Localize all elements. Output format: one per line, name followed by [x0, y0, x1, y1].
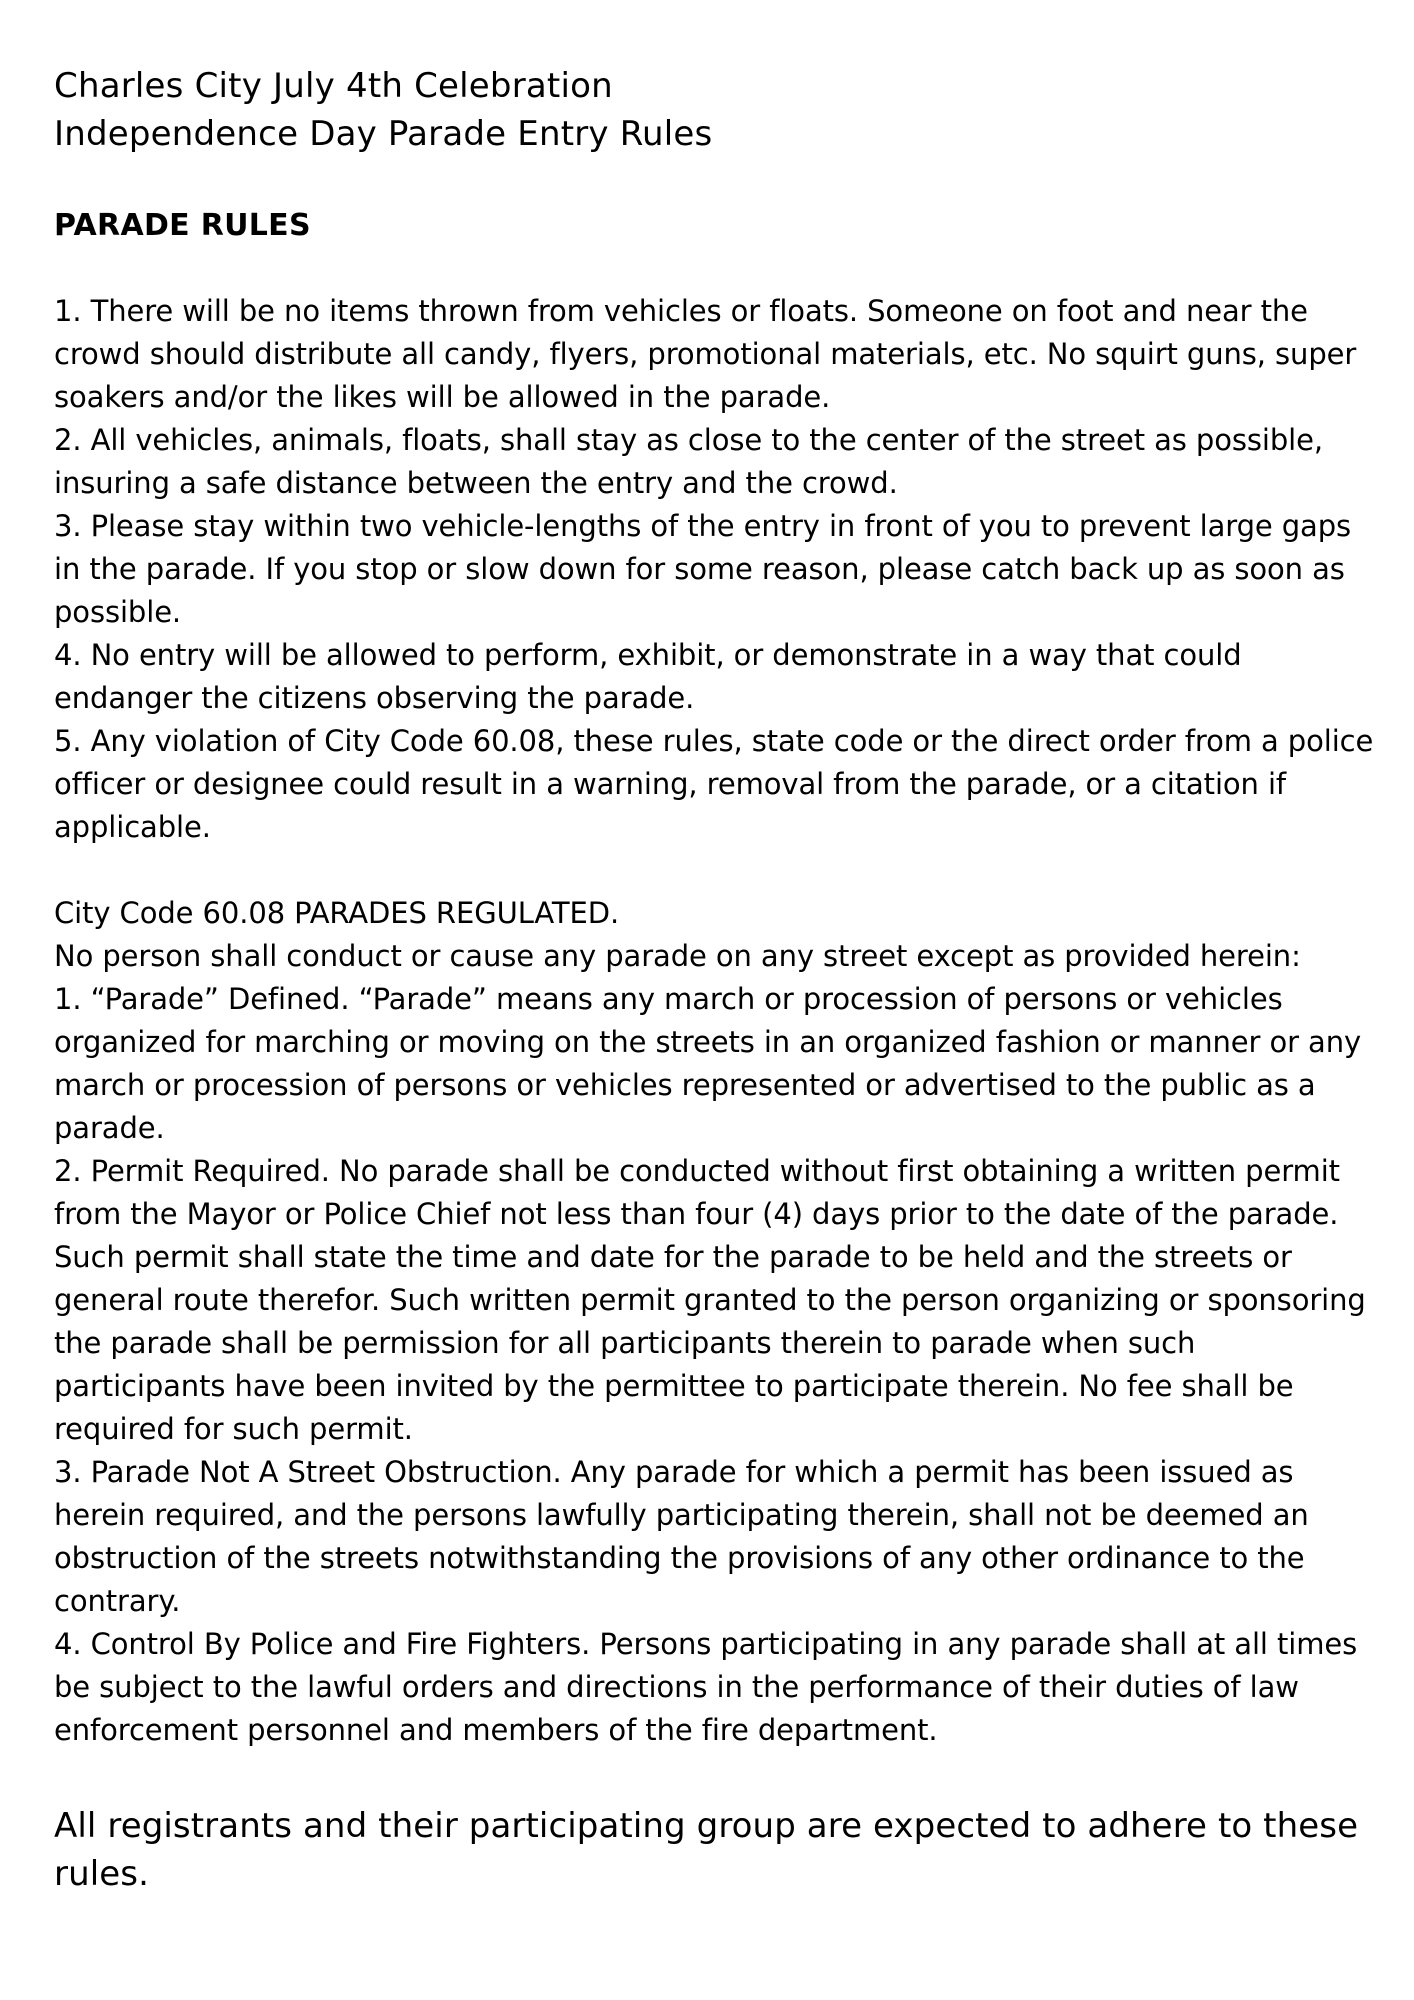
city-code-section	[54, 892, 1374, 1752]
rule-item: 4. No entry will be allowed to perform, exhibit, or demonstrate in a way that could endanger the citizens observing the parade.	[54, 638, 1242, 715]
rule-item: 3. Please stay within two vehicle-lengths of the entry in front of you to prevent large gaps in the parade. If you stop or slow down for some reason, please catch back up as soon as possible.	[54, 509, 1352, 629]
city-code-title: City Code 60.08 PARADES REGULATED.	[54, 896, 620, 930]
city-code-intro: No person shall conduct or cause any parade on any street except as provided herein:	[54, 939, 1301, 973]
city-code-item: 3. Parade Not A Street Obstruction. Any parade for which a permit has been issued as herein required, and the persons lawfully participating therein, shall not be deemed an obstruction of the streets notwithstanding the provisions of any other ordinance to the contrary.	[54, 1455, 1309, 1618]
city-code-item: 2. Permit Required. No parade shall be conducted without first obtaining a written permit from the Mayor or Police Chief not less than four (4) days prior to the date of the parade. Such permit shall state the time and date for the parade to be held and the streets or general route therefor. Such written permit granted to the person organizing or sponsoring the parade shall be permission for all participants therein to parade when such participants have been invited by the permittee to participate therein. No fee shall be required for such permit.	[54, 1154, 1366, 1446]
document-page	[54, 62, 1374, 1898]
parade-rules-list	[54, 290, 1374, 849]
closing-statement: All registrants and their participating group are expected to adhere to these rules.	[54, 1806, 1359, 1894]
rule-item: 5. Any violation of City Code 60.08, these rules, state code or the direct order from a police officer or designee could result in a warning, removal from the parade, or a citation if applicable.	[54, 724, 1374, 844]
city-code-item: 1. “Parade” Defined. “Parade” means any march or procession of persons or vehicles organized for marching or moving on the streets in an organized fashion or manner or any march or procession of persons or vehicles represented or advertised to the public as a parade.	[54, 982, 1362, 1145]
rule-item: 2. All vehicles, animals, floats, shall stay as close to the center of the street as possible, insuring a safe distance between the entry and the crowd.	[54, 423, 1323, 500]
section-heading: PARADE RULES	[54, 208, 311, 243]
rule-item: 1. There will be no items thrown from vehicles or floats. Someone on foot and near the crowd should distribute all candy, flyers, promotional materials, etc. No squirt guns, super soakers and/or the likes will be allowed in the parade.	[54, 294, 1357, 414]
document-title-line-1: Charles City July 4th Celebration	[54, 66, 613, 106]
document-title-line-2: Independence Day Parade Entry Rules	[54, 114, 713, 154]
city-code-item: 4. Control By Police and Fire Fighters. Persons participating in any parade shall at all times be subject to the lawful orders and directions in the performance of their duties of law enforcement personnel and members of the fire department.	[54, 1627, 1358, 1747]
